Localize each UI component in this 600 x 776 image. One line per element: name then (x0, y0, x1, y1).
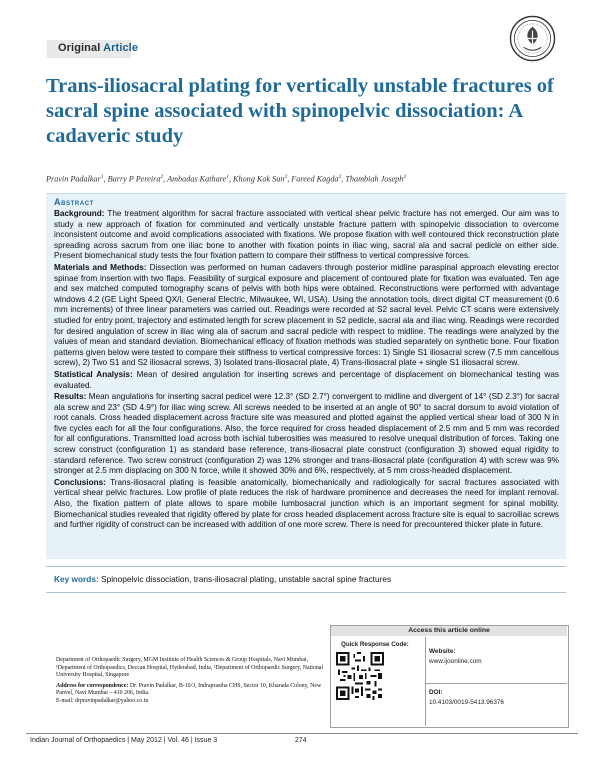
page-number: 274 (295, 737, 307, 744)
author-name: Thambiah Joseph (345, 174, 404, 184)
abstract-results (54, 392, 559, 477)
methods-text: Dissection was performed on human cadavers through posterior midline paraspinal approach elevating erector spinae from insertion with two flaps. Feasibility of surgical exposure and placement of contoured plate for fixation was evaluated. Ten age and sex matched computed tomography scans of pelvis with both hips were obtained. Reconstructions were performed with advantage windows 4.2 (GE Light Speed QX/I, General Electric, Milwaukee, WI, USA). Using the annotation tools, direct digital CT measurement (0.6 mm increments) of three linear parameters was carried out. Readings were recorded at S2 sacral level. Pelvic CT scans were extensively studied for entry point, trajectory and estimated length for screw placement in S2 pedicle, sacral ala and iliac wing. Readings were recorded for desired angulation of screw in iliac wing ala of sacrum and sacral pedicle with respect to midline. The readings were analyzed by the values of mean and standard deviation. Biomechanical efficacy of fixation methods was studied separately on synthetic bone. Four fixation patterns given below were tested to compare their stiffness to vertical compressive forces: 1) Single S1 iliosacral screw (7.5 mm cancellous screw), 2) Two S1 and S2 iliosacral screws, 3) Isolated trans-iliosacral plate, 4) Trans-iliosacral plate + single S1 iliosacral screw. (54, 262, 559, 368)
author-list: Pravin Padalkar$^1$, Barry P Pereira$^2$, Ambadas Kathare$^1$, Khong Kok Sun$^2$, Fareed Kagda$^2$, Thambiah Joseph$^2$ (46, 174, 407, 184)
keywords-top-divider (46, 566, 566, 567)
keywords-bottom-divider (46, 592, 566, 593)
author-name: Fareed Kagda (291, 174, 339, 184)
results-text: Mean angulations for inserting sacral pedicel were 12.3° (SD 2.7°) convergent to midline and divergent of 14° (SD 2.3°) for sacral ala screw and 23° (SD 4.9°) for iliac wing screw. All screws needed to be inserted at an angle of 90° to sacral dorsum to avoid violation of root canals. Cross headed displacement across fracture site was measured and plotted against the applied vertical shear load of 300 N in five cycles each for all the four configurations. Also, the force required for cross headed displacement of 2.5 mm and 5 mm was recorded for all configurations. Transmitted load across both ischial tuberosities was measured to resolve unequal distribution of forces. Taking one screw construct (configuration 1) as standard base reference, trans-iliosacral plate construct (configuration 3) showed equal rigidity to standard reference. Two screw construct (configuration 2) was 12% stronger and trans-iliosacral plate (configuration 4) with screw was 9% stronger at 2.5 mm displacing on 300 N force, while it showed 30% and 6%, respectively, at 5 mm cross-headed displacement. (54, 392, 559, 476)
abstract-statistics (54, 370, 559, 391)
access-box-vertical-divider (425, 637, 426, 726)
abstract-heading: Abstract (54, 197, 94, 207)
correspondence-text: Dr. Pravin Padalkar, B-10/3, Indraprastha CHS, Sector 10, Kharada Colony, New Panvel, Navi Mumbai – 410 206, India. (56, 682, 322, 697)
conclusions-label: Conclusions: (54, 477, 106, 487)
article-title: Trans-iliosacral plating for vertically unstable fractures of sacral spine associated with spinopelvic dissociation: A cadaveric study (46, 75, 554, 147)
doi-label: DOI: (429, 689, 443, 696)
author-name: Ambadas Kathare (167, 174, 227, 184)
statistics-label: Statistical Analysis: (54, 369, 133, 379)
abstract-methods (54, 263, 559, 369)
statistics-text: Mean of desired angulation for inserting screws and percentage of displacement on biomechanical testing was evaluated. (54, 369, 559, 390)
access-heading: Access this article online (331, 626, 567, 636)
abstract-background (54, 209, 559, 262)
journal-seal-logo (509, 15, 556, 62)
qr-code-image (336, 652, 384, 700)
results-label: Results: (54, 392, 87, 402)
author-affiliation-marker: 1 (100, 174, 104, 180)
footer-rule (26, 733, 578, 734)
website-label: Website: (429, 648, 456, 655)
keywords-label: Key words: (54, 574, 99, 584)
conclusions-text: Trans-iliosacral plating is feasible anatomically, biomechanically and radiologically for sacral fractures associated with vertical shear pelvic fractures. Low profile of plate reduces the risk of hardware prominence and decreases the need for implant removal. Also, the fixation pattern of plate allows to spare mobile lumbosacral junction which is an important segment for spinal mobility. Biomechanical studies revealed that rigidity offered by plate for cross headed displacement across fracture site is equal to sacroiliac screws and further rigidity of construct can be increased with addition of one more screw. There is need for precountered thicker plate in future. (54, 477, 559, 530)
abstract-conclusions (54, 478, 559, 531)
affiliations-text: Department of Orthopaedic Surgery, MGM Institute of Health Sciences & Group Hospitals, Navi Mumbai, ¹Department of Orthopaedics, Deccan Hospital, Hyderabad, India, ²Department of Orthopaedic Surgery, National University Hospital, Singapore (56, 657, 324, 679)
author-affiliation-marker: 1 (226, 174, 229, 180)
correspondence (56, 683, 324, 706)
methods-label: Materials and Methods: (54, 262, 147, 272)
author-affiliation-marker: 2 (338, 174, 342, 180)
author-name: Pravin Padalkar (46, 174, 101, 184)
affiliations-block (56, 657, 324, 709)
correspondence-label: Address for correspondence: (56, 682, 129, 689)
author-affiliation-marker: 2 (403, 174, 407, 180)
author-name: Khong Kok Sun (233, 174, 285, 184)
background-label: Background: (54, 209, 105, 218)
keywords-text: Spinopelvic dissociation, trans-iliosacral plating, unstable sacral spine fractures (101, 574, 392, 584)
website-link[interactable]: www.ijoonline.com (429, 658, 482, 665)
background-text: The treatment algorithm for sacral fracture associated with vertical shear pelvic fracture has not emerged. Our aim was to study a new approach of fixation for comminuted and vertically unstable fracture pattern with spinopelvic dissociation to overcome inconsistent outcome and avoid complications associated with fixations. We propose fixation with well contoured thick reconstruction plate spreading across sacrum from one iliac bone to another with fixation points in iliac wing, sacral ala and sacral pedicle on either side. Present biomechanical study tests the four fixation pattern to compare their stiffness to vertical compressive forces. (54, 209, 559, 261)
keywords (54, 574, 559, 584)
doi-value: 10.4103/0019-5413.96376 (429, 699, 504, 706)
author-affiliation-marker: 2 (284, 174, 288, 180)
author-name: Barry P Pereira (107, 174, 161, 184)
article-type-word1: Original (58, 42, 101, 54)
article-type-label (58, 42, 138, 54)
footer-journal: Indian Journal of Orthopaedics | May 2012 | Vol. 46 | Issue 3 (30, 737, 218, 744)
qr-code-label: Quick Response Code: (341, 641, 409, 648)
author-affiliation-marker: 2 (160, 174, 164, 180)
abstract-body (54, 209, 559, 532)
access-box-horizontal-divider (425, 683, 567, 684)
article-type-word2: Article (103, 42, 139, 54)
correspondence-email: E-mail: drpravinpadalkar@yahoo.co.in (56, 697, 149, 704)
